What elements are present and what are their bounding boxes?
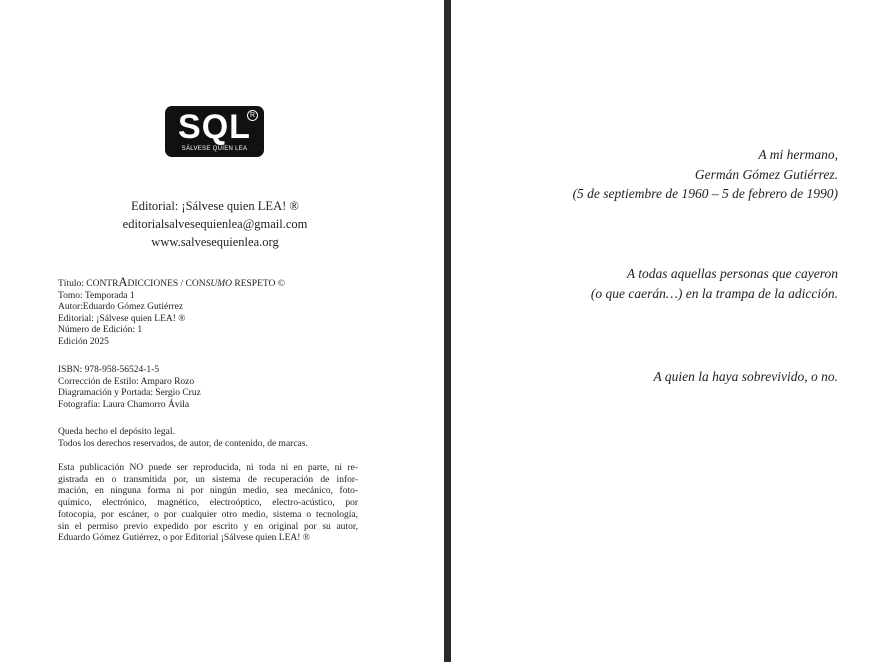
book-tomo: Tomo: Temporada 1 — [58, 290, 135, 301]
legal-line: Eduardo Gómez Gutiérrez, o por Editorial ¡Sálvese quien LEA! ® — [58, 533, 311, 544]
title-part: A — [118, 275, 128, 289]
dedication-line: (o que caerán…) en la trampa de la adicción. — [590, 285, 838, 301]
dedication-line: A todas aquellas personas que cayeron — [626, 266, 838, 281]
title-part: RESPETO © — [232, 279, 285, 289]
left-page — [0, 0, 444, 662]
logo-tagline: SÁLVESE QUIEN LEA — [181, 146, 248, 152]
rights-notice — [58, 427, 358, 450]
rights-reserved: Todos los derechos reservados, de autor, de contenido, de marcas. — [58, 438, 308, 449]
title-label: Título: — [58, 279, 87, 289]
dedication-survivors — [478, 367, 838, 387]
publisher-website: www.salvesequienlea.org — [151, 235, 279, 249]
legal-line: químico, electrónico, magnético, electroóptico, electro-acústico, por — [58, 498, 358, 509]
legal-line: Esta publicación NO puede ser reproducida, ni toda ni en parte, ni re- — [58, 463, 358, 473]
legal-line: sin el permiso previo expedido por escrito y en original por su autor, — [58, 521, 358, 532]
publisher-contact — [100, 197, 330, 251]
style-correction: Corrección de Estilo: Amparo Rozo — [58, 376, 195, 387]
dedication-line: Germán Gómez Gutiérrez. — [694, 166, 838, 182]
legal-deposit: Queda hecho el depósito legal. — [58, 427, 175, 437]
registered-mark: R — [247, 110, 258, 121]
dedication-line: (5 de septiembre de 1960 – 5 de febrero de 1990) — [572, 186, 838, 201]
title-part: CONTR — [86, 279, 119, 289]
book-edition-number: Número de Edición: 1 — [58, 325, 143, 335]
right-page — [451, 0, 895, 662]
dedication-addiction — [478, 264, 838, 303]
book-author: Autor:Eduardo Gómez Gutiérrez — [58, 302, 184, 312]
photography: Fotografía: Laura Chamorro Ávila — [58, 399, 190, 410]
book-edition-year: Edición 2025 — [58, 336, 109, 347]
title-part: SUMO — [205, 279, 232, 289]
credits — [58, 365, 358, 411]
legal-paragraph — [58, 463, 358, 545]
book-spine — [444, 0, 451, 662]
book-editorial: Editorial: ¡Sálvese quien LEA! ® — [58, 313, 186, 324]
book-info — [58, 277, 358, 348]
book-title — [58, 277, 358, 291]
layout-cover: Diagramación y Portada: Sergio Cruz — [58, 388, 201, 398]
publisher-line: Editorial: ¡Sálvese quien LEA! ® — [131, 199, 299, 213]
legal-line: gistrada en o transmitida por, un sistema de recuperación de infor- — [58, 474, 358, 485]
dedication-line: A quien la haya sobrevivido, o no. — [653, 369, 838, 384]
dedication-line: A mi hermano, — [758, 147, 838, 162]
legal-line: mación, en ninguna forma ni por ningún medio, sea mecánico, foto- — [58, 486, 358, 497]
publisher-email: editorialsalvesequienlea@gmail.com — [122, 217, 308, 231]
isbn: ISBN: 978-958-56524-1-5 — [58, 365, 160, 375]
legal-line: fotocopia, por escáner, o por cualquier otro medio, sistema o tecnología, — [58, 509, 358, 520]
sql-logo — [165, 106, 264, 157]
logo-text: SQL — [178, 108, 251, 146]
title-part: DICCIONES / CON — [127, 279, 206, 289]
dedication-brother — [478, 145, 838, 204]
